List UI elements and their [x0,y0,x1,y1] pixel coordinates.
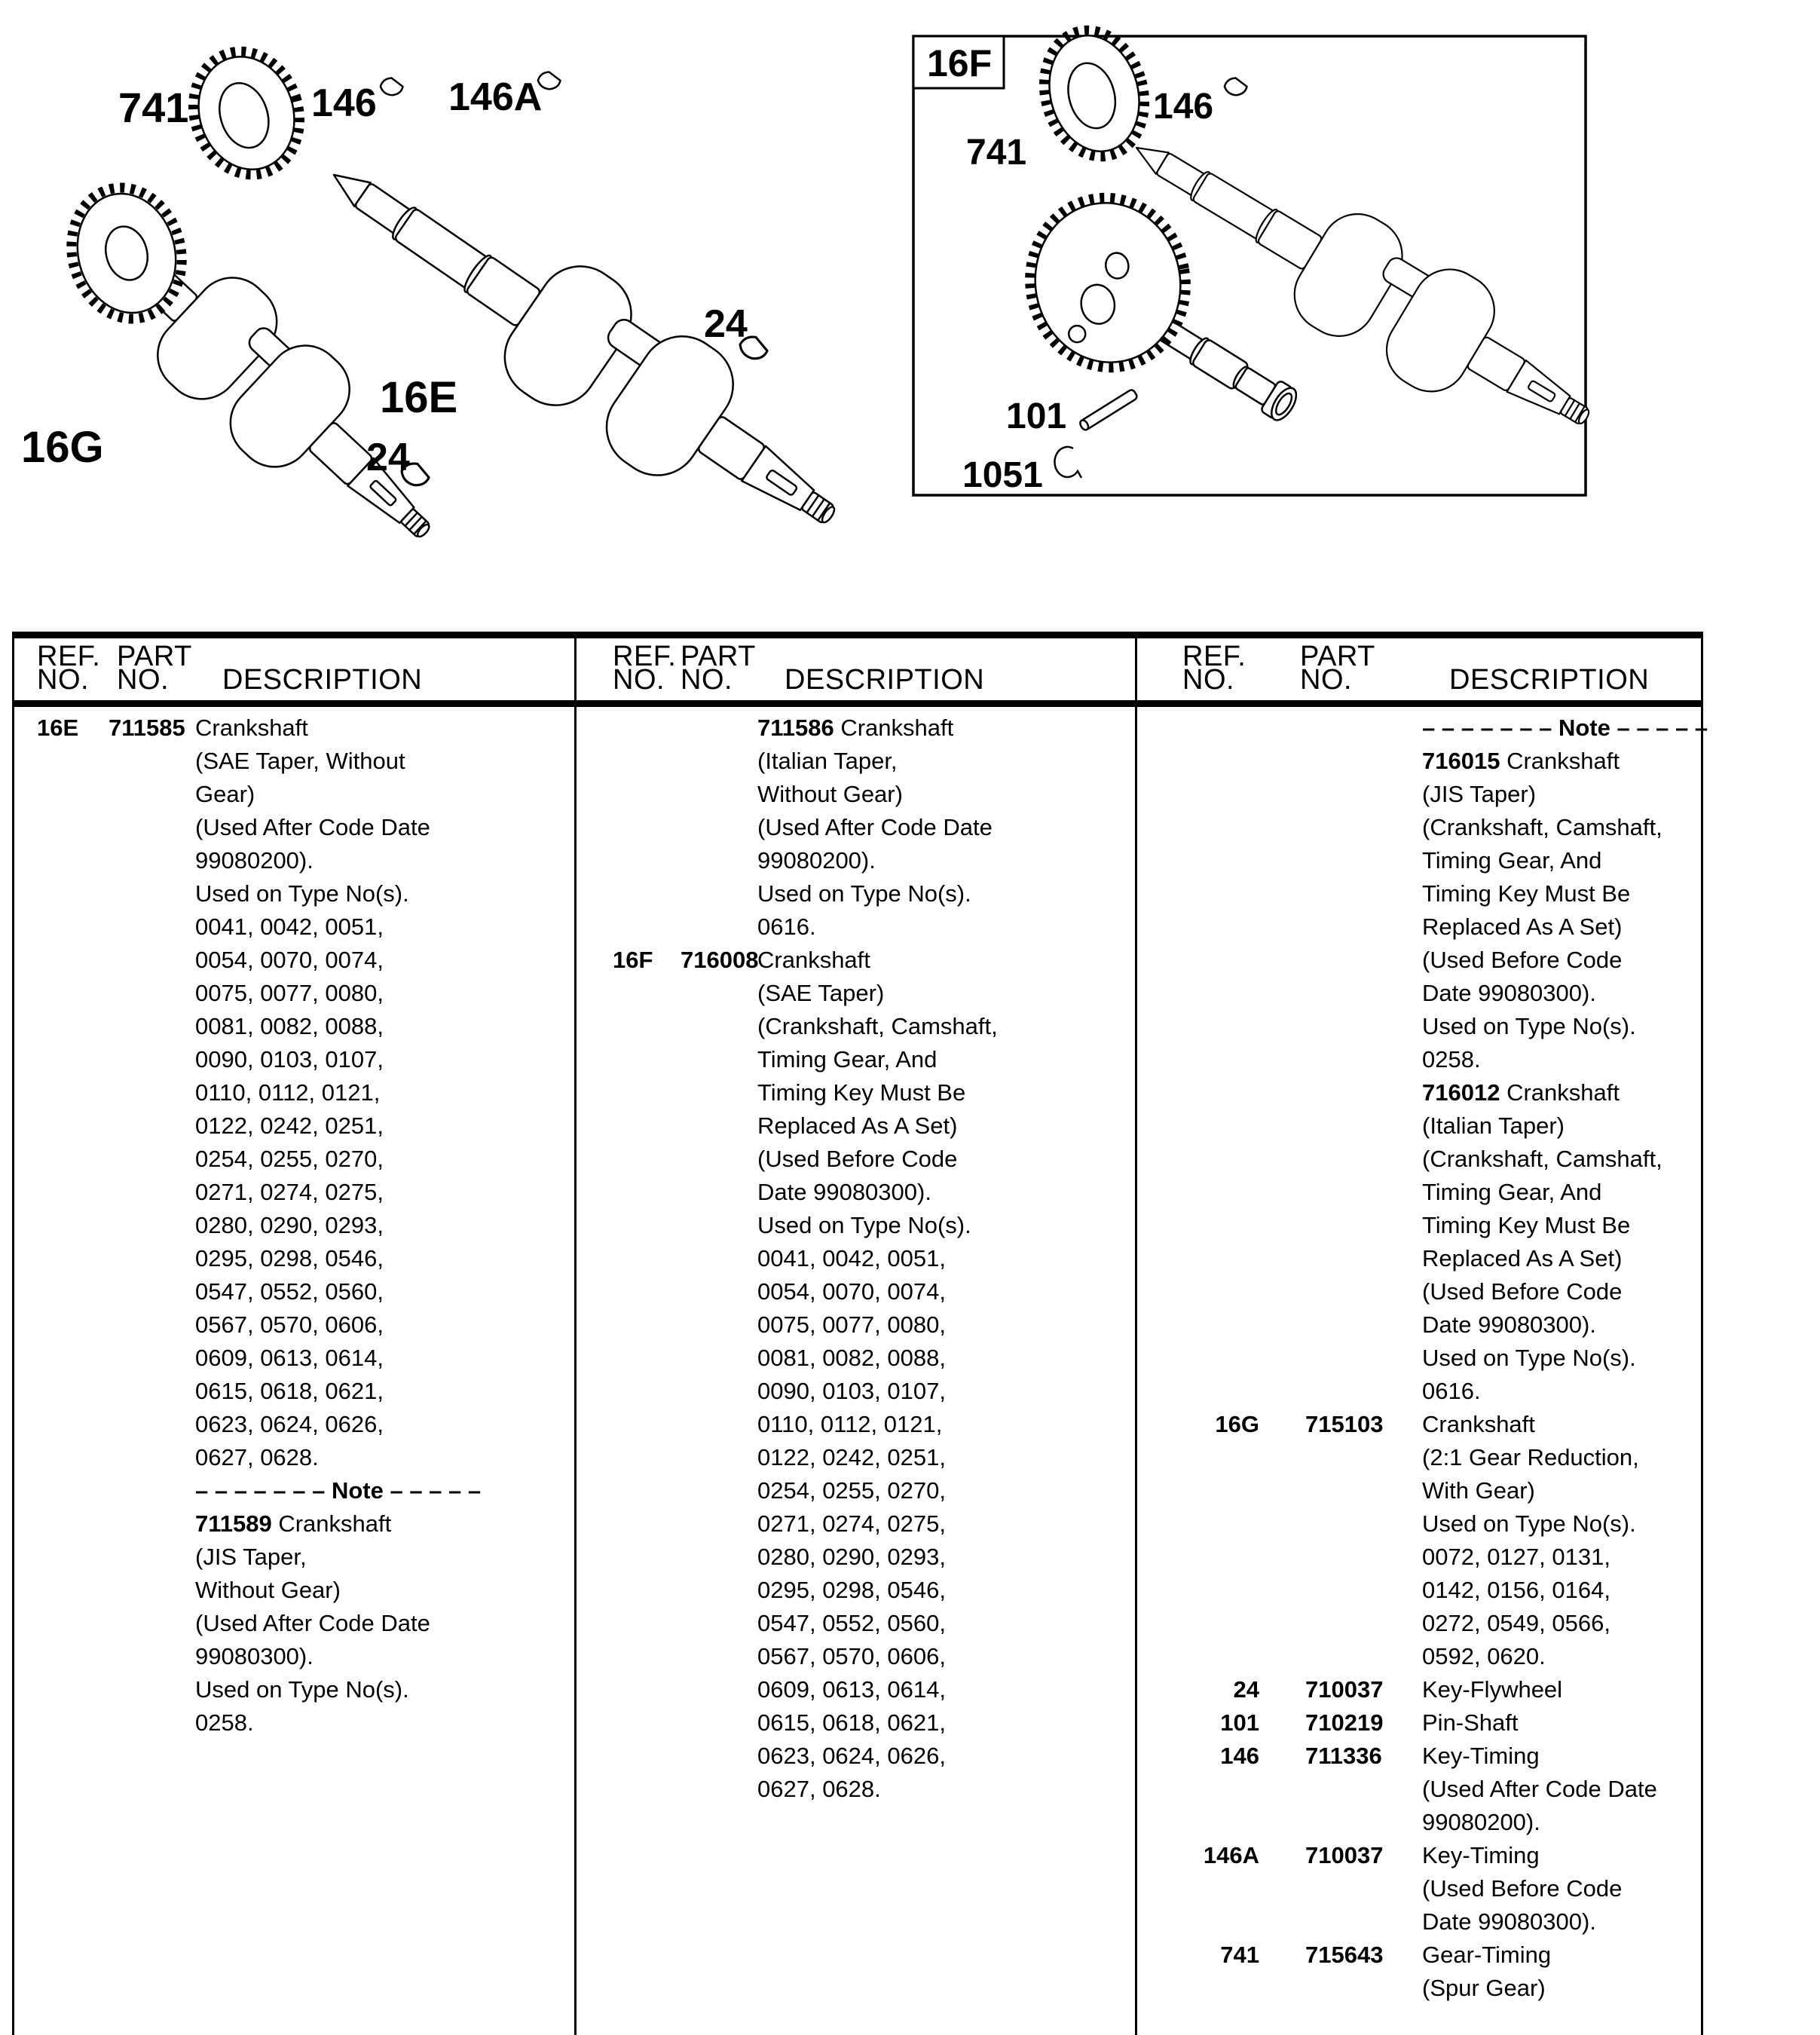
description-line: Pin-Shaft [1422,1709,1519,1736]
description-line: Replaced As A Set) [757,1112,958,1139]
description-line: Without Gear) [195,1577,341,1603]
description-line: (Used Before Code [1422,1875,1623,1902]
description-line: 0295, 0298, 0546, [195,1245,384,1271]
description-line: Crankshaft [1422,1411,1535,1437]
part-no-cell: 710037 [1305,1676,1384,1703]
table-row [14,1474,574,1740]
description-line: Timing Key Must Be [1422,880,1631,907]
description-line: 0280, 0290, 0293, [195,1212,384,1238]
description-line: Replaced As A Set) [1422,913,1623,940]
description-line: 0616. [1422,1378,1481,1404]
ref-no-cell: 101 [1220,1709,1259,1736]
ref-no-cell: 24 [1233,1676,1259,1703]
description-line: 0627, 0628. [757,1776,881,1802]
description-line: 0271, 0274, 0275, [195,1179,384,1205]
description-line: Used on Type No(s). [757,1212,971,1238]
part-no-cell [671,711,757,944]
description-line: 0609, 0613, 0614, [195,1345,384,1371]
callout-16e: 16E [380,373,458,422]
part-no-cell: 716008 [681,947,759,973]
description-line: Used on Type No(s). [1422,1345,1636,1371]
description-line: (2:1 Gear Reduction, [1422,1444,1639,1470]
description-line: 0090, 0103, 0107, [757,1378,946,1404]
description-line: Replaced As A Set) [1422,1245,1623,1271]
description-line: Used on Type No(s). [195,1676,409,1703]
callout-146: 146 [311,81,377,125]
description-line: (Used Before Code [1422,1278,1623,1305]
description-line: Timing Key Must Be [757,1079,966,1106]
table-row [1137,1839,1701,1939]
header-line: NO. [117,664,170,696]
description-line: 0627, 0628. [195,1444,319,1470]
ref-no-cell: 16G [1215,1411,1259,1437]
part-no-header [1264,641,1422,700]
table-row [1137,1408,1701,1673]
header-line: REF. [613,641,677,672]
column-body [14,707,574,1740]
header-line: PART [1300,641,1375,672]
description-line: 0072, 0127, 0131, [1422,1544,1610,1570]
description-line: (JIS Taper, [195,1544,307,1570]
pin-101-icon [1078,389,1138,432]
description-cell [1422,1839,1701,1939]
part-no-cell: 711585 [109,715,185,741]
description-line: (Used After Code Date [757,814,993,840]
description-line: 0615, 0618, 0621, [195,1378,384,1404]
description-line: – – – – – – – Note – – – – – [1422,715,1708,741]
ref-no-cell: 146 [1220,1743,1259,1769]
description-line: Used on Type No(s). [1422,1510,1636,1537]
description-line: (SAE Taper) [757,980,885,1006]
description-line: Key-Timing [1422,1842,1540,1868]
header-line: PART [117,641,192,672]
description-line: – – – – – – – Note – – – – – [195,1477,482,1504]
description-line: Timing Gear, And [1422,1179,1602,1205]
description-line: (Used Before Code [757,1146,958,1172]
camshaft-gear-drawing [1017,185,1199,380]
header-line: NO. [681,664,733,696]
description-line: Gear) [195,781,255,807]
description-line: 0054, 0070, 0074, [757,1278,946,1305]
callout-741-box: 741 [966,133,1027,173]
description-line: 0081, 0082, 0088, [757,1345,946,1371]
part-no-header [671,641,757,700]
part-no-cell: 715643 [1305,1942,1384,1968]
description-line: 0280, 0290, 0293, [757,1544,946,1570]
description-line: (Italian Taper, [757,748,898,774]
ref-no-cell [1137,711,1264,1408]
part-no-cell: 715103 [1305,1411,1384,1437]
callout-741: 741 [118,84,189,131]
description-cell [1422,1706,1701,1740]
table-row [1137,1939,1701,2005]
description-line: Used on Type No(s). [195,880,409,907]
table-row [1137,711,1708,1408]
table-column [12,638,577,2035]
part-no-cell: 710037 [1305,1842,1384,1868]
description-line: 0258. [1422,1046,1481,1073]
callout-146a: 146A [448,75,543,119]
callout-101: 101 [1006,396,1067,436]
table-row [1137,1673,1701,1706]
description-line: Timing Key Must Be [1422,1212,1631,1238]
description-line: 0615, 0618, 0621, [757,1709,946,1736]
description-line: 0110, 0112, 0121, [195,1079,381,1106]
description-line: Without Gear) [757,781,903,807]
table-column [1137,638,1708,2035]
description-line: 0122, 0242, 0251, [757,1444,946,1470]
description-line: 0547, 0552, 0560, [757,1610,946,1636]
description-line: (Used After Code Date [195,1610,430,1636]
description-line: (Crankshaft, Camshaft, [1422,814,1662,840]
part-no-cell [1264,711,1422,1408]
description-line: 0258. [195,1709,254,1736]
header-line: NO. [37,664,90,696]
key-146-box-icon [1223,76,1248,97]
description-line: Date 99080300). [757,1179,931,1205]
description-line: 716015 Crankshaft [1422,748,1620,774]
description-line: Key-Flywheel [1422,1676,1563,1703]
description-line: 0616. [757,913,816,940]
description-line: 0142, 0156, 0164, [1422,1577,1610,1603]
description-line: 0623, 0624, 0626, [195,1411,384,1437]
description-line: (JIS Taper) [1422,781,1537,807]
description-line: 0271, 0274, 0275, [757,1510,946,1537]
description-line: 0623, 0624, 0626, [757,1743,946,1769]
description-header: DESCRIPTION [222,664,423,696]
description-cell [1422,1408,1701,1673]
description-line: 0081, 0082, 0088, [195,1013,384,1039]
retaining-ring-1051-icon [1054,447,1081,478]
description-cell [195,711,574,1474]
description-line: (Spur Gear) [1422,1975,1546,2001]
ref-no-header [577,641,677,700]
ref-no-header [1137,641,1264,700]
description-header: DESCRIPTION [785,664,985,696]
key-146-icon [379,76,404,97]
description-line: 0592, 0620. [1422,1643,1546,1669]
description-line: 0041, 0042, 0051, [195,913,384,940]
column-header [1137,638,1701,707]
callout-16f: 16F [927,42,993,84]
header-line: NO. [613,664,665,696]
description-line: Date 99080300). [1422,1311,1596,1338]
description-line: Gear-Timing [1422,1942,1552,1968]
table-column [577,638,1137,2035]
description-line: 0090, 0103, 0107, [195,1046,384,1073]
description-line: 99080200). [757,847,876,874]
description-cell [757,944,1135,1806]
ref-no-cell: 741 [1220,1942,1259,1968]
column-header [14,638,574,707]
description-line: 0567, 0570, 0606, [195,1311,384,1338]
column-header [577,638,1135,707]
description-line: Used on Type No(s). [757,880,971,907]
header-line: PART [681,641,756,672]
description-cell [757,711,1135,944]
description-line: 0295, 0298, 0546, [757,1577,946,1603]
description-header: DESCRIPTION [1449,664,1650,696]
ref-no-cell: 146A [1203,1842,1259,1868]
description-line: With Gear) [1422,1477,1535,1504]
description-line: Date 99080300). [1422,980,1596,1006]
description-line: 711589 Crankshaft [195,1510,392,1537]
description-line: Crankshaft [195,715,308,741]
callout-146-box: 146 [1153,87,1214,127]
description-line: 0122, 0242, 0251, [195,1112,384,1139]
header-line: REF. [37,641,101,672]
description-line: Crankshaft [757,947,870,973]
part-no-header [109,641,195,700]
callout-24-left: 24 [366,436,410,479]
table-row [14,711,574,1474]
header-line: REF. [1182,641,1246,672]
description-line: 711586 Crankshaft [757,715,954,741]
description-line: 0567, 0570, 0606, [757,1643,946,1669]
camshaft-drawing [1155,314,1301,424]
description-line: 99080200). [1422,1809,1540,1835]
table-row [1137,1706,1701,1740]
timing-gear-741-drawing [178,38,316,189]
table-row [577,944,1135,1806]
description-line: (Used Before Code [1422,947,1623,973]
column-body [577,707,1135,1806]
part-no-cell: 711336 [1305,1743,1382,1769]
description-line: 716012 Crankshaft [1422,1079,1620,1106]
description-line: 0272, 0549, 0566, [1422,1610,1610,1636]
description-line: (SAE Taper, Without [195,748,405,774]
callout-16g: 16G [21,423,104,472]
description-line: (Used After Code Date [195,814,430,840]
timing-gear-741-box-drawing [1030,19,1158,168]
ref-no-cell: 16F [613,947,653,973]
part-no-cell [109,1474,195,1740]
ref-no-cell [577,711,671,944]
description-cell [195,1474,574,1740]
column-body [1137,707,1708,2005]
description-line: 0254, 0255, 0270, [757,1477,946,1504]
description-line: 99080200). [195,847,314,874]
description-line: (Crankshaft, Camshaft, [1422,1146,1662,1172]
description-line: 0075, 0077, 0080, [757,1311,946,1338]
description-line: (Crankshaft, Camshaft, [757,1013,998,1039]
parts-table [12,632,1708,2035]
description-line: 0075, 0077, 0080, [195,980,384,1006]
ref-no-header [14,641,109,700]
description-cell [1422,711,1708,1408]
table-row [1137,1740,1701,1839]
exploded-parts-diagram [0,0,1820,610]
part-no-cell: 710219 [1305,1709,1384,1736]
description-cell [1422,1939,1701,2005]
table-columns [12,638,1708,2035]
description-line: 0110, 0112, 0121, [757,1411,943,1437]
callout-24-right: 24 [704,302,748,346]
description-line: Timing Gear, And [757,1046,938,1073]
ref-no-cell [14,1474,109,1740]
description-line: 0547, 0552, 0560, [195,1278,384,1305]
description-line: Timing Gear, And [1422,847,1602,874]
description-line: (Used After Code Date [1422,1776,1657,1802]
description-cell [1422,1673,1701,1706]
ref-no-cell: 16E [37,715,79,741]
description-line: 0054, 0070, 0074, [195,947,384,973]
callout-1051: 1051 [962,455,1043,495]
description-line: 0254, 0255, 0270, [195,1146,384,1172]
description-cell [1422,1740,1701,1839]
description-line: Used on Type No(s). [1422,1013,1636,1039]
description-line: 99080300). [195,1643,314,1669]
header-line: NO. [1182,664,1235,696]
description-line: Key-Timing [1422,1743,1540,1769]
description-line: 0609, 0613, 0614, [757,1676,946,1703]
description-line: Date 99080300). [1422,1908,1596,1935]
table-row [577,711,1135,944]
description-line: (Italian Taper) [1422,1112,1565,1139]
description-line: 0041, 0042, 0051, [757,1245,946,1271]
header-line: NO. [1300,664,1353,696]
